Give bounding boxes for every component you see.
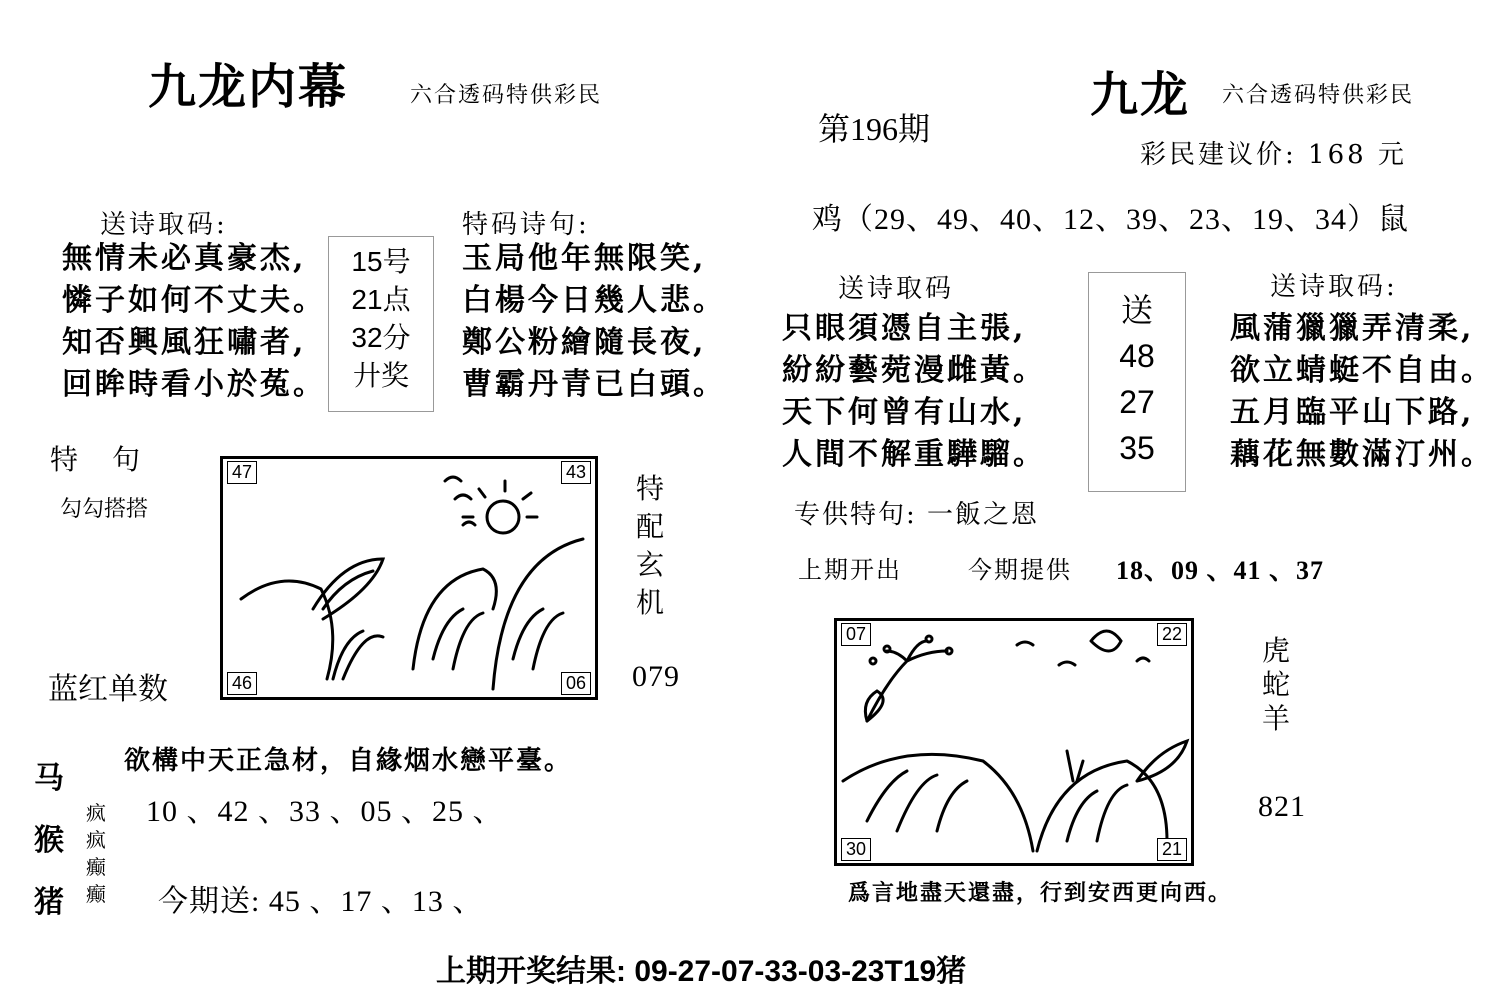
mid-line: 48 bbox=[1119, 338, 1155, 374]
left-crazy-vertical bbox=[86, 800, 106, 908]
issue-number: 第196期 bbox=[818, 111, 931, 147]
poem-line: 天下何曾有山水, bbox=[782, 395, 1027, 430]
poem-line: 人間不解重驊騮。 bbox=[782, 437, 1046, 472]
right-this-issue-label: 今期提供 bbox=[968, 556, 1072, 584]
mid-line: 廾奖 bbox=[352, 360, 409, 391]
left-side-number: 079 bbox=[632, 660, 680, 693]
vertical-char: 蛇 bbox=[1262, 668, 1291, 701]
poem-line: 憐子如何不丈夫。 bbox=[62, 283, 326, 318]
left-poem1 bbox=[62, 238, 326, 406]
vertical-char: 玄 bbox=[636, 548, 665, 581]
poem-line: 五月臨平山下路, bbox=[1230, 395, 1475, 430]
vertical-char: 疯 bbox=[86, 801, 106, 825]
poem-line: 白楊今日幾人悲。 bbox=[462, 283, 726, 318]
poem-line: 無情未必真豪杰, bbox=[62, 241, 307, 276]
poem-line: 只眼須憑自主張, bbox=[782, 311, 1027, 346]
right-side-vertical bbox=[1262, 634, 1290, 736]
right-title: 九龙 bbox=[1090, 67, 1191, 123]
corner-number-bl: 46 bbox=[227, 672, 257, 695]
left-title: 九龙内幕 bbox=[148, 59, 349, 115]
vertical-char: 猴 bbox=[34, 823, 64, 858]
corner-number-br: 21 bbox=[1157, 838, 1187, 861]
poem-line: 風蒲獵獵弄清柔, bbox=[1230, 311, 1475, 346]
vertical-char: 癫 bbox=[86, 882, 106, 906]
sketch-flower-hill-illustration bbox=[837, 621, 1191, 863]
vertical-char: 特 bbox=[636, 472, 665, 505]
mid-line: 27 bbox=[1119, 384, 1155, 420]
left-side-vertical bbox=[636, 470, 664, 622]
right-poem2 bbox=[1230, 308, 1494, 476]
mid-line: 21点 bbox=[351, 284, 411, 315]
left-poem2 bbox=[462, 238, 726, 406]
right-bottom-poem: 爲言地盡天還盡，行到安西更向西。 bbox=[848, 880, 1233, 906]
right-image-panel bbox=[834, 618, 1194, 866]
vertical-char: 猪 bbox=[34, 885, 64, 920]
corner-number-tr: 22 bbox=[1157, 623, 1187, 646]
vertical-char: 机 bbox=[636, 586, 665, 619]
left-poem1-label: 送诗取码: bbox=[100, 210, 228, 240]
right-poem1-label: 送诗取码 bbox=[838, 274, 955, 304]
right-poem1 bbox=[782, 308, 1046, 476]
vertical-char: 马 bbox=[34, 761, 64, 796]
left-subtitle: 六合透码特供彩民 bbox=[410, 83, 603, 108]
right-last-issue: 上期开出 bbox=[798, 556, 902, 584]
left-today-send: 今期送: 45 、17 、13 、 bbox=[158, 885, 484, 918]
poem-line: 藕花無數滿汀州。 bbox=[1230, 437, 1494, 472]
right-zodiac-line: 鸡（29、49、40、12、39、23、19、34）鼠 bbox=[812, 203, 1409, 236]
left-poem2-label: 特码诗句: bbox=[462, 210, 590, 240]
right-mid-box bbox=[1088, 272, 1186, 492]
previous-draw-result: 上期开奖结果: 09-27-07-33-03-23T19猪 bbox=[436, 955, 967, 988]
corner-number-br: 06 bbox=[561, 672, 591, 695]
vertical-char: 疯 bbox=[86, 828, 106, 852]
poem-line: 紛紛藝菀漫雌黃。 bbox=[782, 353, 1046, 388]
poem-line: 知否興風狂嘯者, bbox=[62, 325, 307, 360]
mid-line: 35 bbox=[1119, 430, 1155, 466]
mid-line: 32分 bbox=[351, 322, 411, 353]
left-image-panel bbox=[220, 456, 598, 700]
right-special-line: 专供特句: 一飯之恩 bbox=[794, 500, 1040, 530]
vertical-char: 癫 bbox=[86, 855, 106, 879]
left-numbers-line: 10 、42 、33 、05 、25 、 bbox=[146, 795, 504, 828]
poem-line: 欲立蜻蜓不自由。 bbox=[1230, 353, 1494, 388]
left-poem-line: 欲構中天正急材，自緣烟水戀平臺。 bbox=[124, 746, 573, 776]
left-special-label: 特 句 bbox=[50, 443, 144, 476]
vertical-char: 虎 bbox=[1262, 634, 1291, 667]
left-color-label: 蓝红单数 bbox=[48, 672, 168, 707]
right-price: 彩民建议价: 168 元 bbox=[1140, 140, 1407, 170]
poem-line: 曹霸丹青已白頭。 bbox=[462, 367, 726, 402]
left-zodiac-vertical bbox=[34, 748, 64, 934]
corner-number-tl: 07 bbox=[841, 623, 871, 646]
sketch-landscape-illustration bbox=[223, 459, 595, 697]
poem-line: 玉局他年無限笑, bbox=[462, 241, 707, 276]
right-poem2-label: 送诗取码: bbox=[1270, 272, 1398, 302]
right-this-issue-numbers: 18、09 、41 、37 bbox=[1116, 556, 1325, 585]
mid-line: 15号 bbox=[351, 246, 411, 277]
corner-number-tr: 43 bbox=[561, 461, 591, 484]
poem-line: 回眸時看小於菟。 bbox=[62, 367, 326, 402]
vertical-char: 羊 bbox=[1262, 702, 1291, 735]
vertical-char: 配 bbox=[636, 510, 665, 543]
mid-line: 送 bbox=[1120, 292, 1153, 328]
right-subtitle: 六合透码特供彩民 bbox=[1222, 83, 1415, 108]
poem-line: 鄭公粉繪隨長夜, bbox=[462, 325, 707, 360]
corner-number-bl: 30 bbox=[841, 838, 871, 861]
right-side-number: 821 bbox=[1258, 790, 1306, 823]
corner-number-tl: 47 bbox=[227, 461, 257, 484]
left-special-phrase: 勾勾搭搭 bbox=[60, 497, 149, 522]
left-mid-box bbox=[328, 236, 434, 412]
